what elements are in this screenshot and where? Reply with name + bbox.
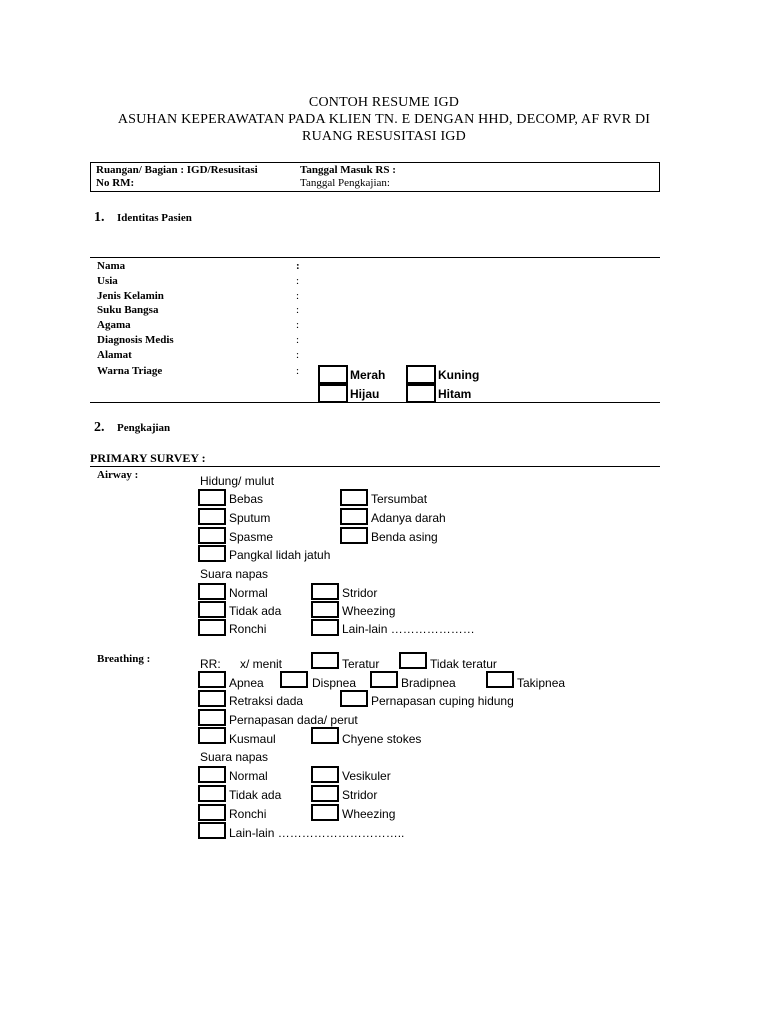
breathing-takipnea-label: Takipnea [517,676,566,690]
airway-bebas-label: Bebas [229,492,264,506]
breathing-retraksi-checkbox[interactable] [198,690,226,707]
rr-label: RR: [200,657,221,671]
airway-normal-label: Normal [229,586,268,600]
field-diagnosis-sep: : [296,334,300,346]
doc-title-line3: RUANG RESUSITASI IGD [302,129,466,144]
breathing-kusmaul-checkbox[interactable] [198,727,226,744]
breathing-lain-lain-label: Lain-lain ………………………….. [229,826,405,840]
airway-ronchi-label: Ronchi [229,622,267,636]
airway-adanya-darah-label: Adanya darah [371,511,446,525]
breathing-tidak-ada-checkbox[interactable] [198,785,226,802]
breathing-kusmaul-label: Kusmaul [229,732,276,746]
airway-sputum-label: Sputum [229,511,271,525]
airway-wheezing-checkbox[interactable] [311,601,339,618]
field-jenis-kelamin-label: Jenis Kelamin [97,290,164,302]
airway-adanya-darah-checkbox[interactable] [340,508,368,525]
triage-kuning-checkbox[interactable] [406,365,436,384]
airway-benda-asing-checkbox[interactable] [340,527,368,544]
airway-benda-asing-label: Benda asing [371,530,438,544]
breathing-wheezing-checkbox[interactable] [311,804,339,821]
breathing-vesikuler-checkbox[interactable] [311,766,339,783]
airway-pangkal-lidah-label: Pangkal lidah jatuh [229,548,331,562]
ruangan-label: Ruangan/ Bagian : IGD/Resusitasi [96,164,258,176]
breathing-ronchi-checkbox[interactable] [198,804,226,821]
field-agama-sep: : [296,319,300,331]
airway-lain-lain-checkbox[interactable] [311,619,339,636]
breathing-tidak-teratur-checkbox[interactable] [399,652,427,669]
section1-title: Identitas Pasien [117,212,192,224]
field-agama-label: Agama [97,319,131,331]
breathing-tidak-ada-label: Tidak ada [229,788,282,802]
tanggal-masuk-label: Tanggal Masuk RS : [300,164,396,176]
airway-tidak-ada-checkbox[interactable] [198,601,226,618]
airway-tidak-ada-label: Tidak ada [229,604,282,618]
airway-ronchi-checkbox[interactable] [198,619,226,636]
field-alamat-label: Alamat [97,349,132,361]
airway-suara-napas-heading: Suara napas [200,567,269,581]
airway-tersumbat-checkbox[interactable] [340,489,368,506]
breathing-dada-perut-checkbox[interactable] [198,709,226,726]
breathing-retraksi-label: Retraksi dada [229,694,304,708]
breathing-takipnea-checkbox[interactable] [486,671,514,688]
breathing-dada-perut-label: Pernapasan dada/ perut [229,713,358,727]
section1-top-rule [90,257,660,258]
field-triage-sep: : [296,365,300,377]
airway-tersumbat-label: Tersumbat [371,492,428,506]
field-alamat-sep: : [296,349,300,361]
field-suku-bangsa-label: Suku Bangsa [97,304,159,316]
section1-bottom-rule [90,402,660,403]
breathing-chyene-stokes-label: Chyene stokes [342,732,422,746]
airway-spasme-checkbox[interactable] [198,527,226,544]
airway-bebas-checkbox[interactable] [198,489,226,506]
airway-stridor-label: Stridor [342,586,378,600]
triage-hijau-checkbox[interactable] [318,384,348,403]
field-nama-label: Nama [97,260,126,272]
field-suku-bangsa-sep: : [296,304,300,316]
field-triage-label: Warna Triage [97,365,163,377]
airway-normal-checkbox[interactable] [198,583,226,600]
breathing-suara-napas-heading: Suara napas [200,750,269,764]
no-rm-label: No RM: [96,177,135,189]
breathing-tidak-teratur-label: Tidak teratur [430,657,497,671]
triage-kuning-label: Kuning [438,368,480,382]
breathing-teratur-label: Teratur [342,657,380,671]
breathing-vesikuler-label: Vesikuler [342,769,391,783]
field-nama-sep: : [296,260,300,272]
hidung-mulut-heading: Hidung/ mulut [200,474,275,488]
tanggal-pengkajian-label: Tanggal Pengkajian: [300,177,390,189]
airway-wheezing-label: Wheezing [342,604,396,618]
triage-hitam-label: Hitam [438,387,472,401]
triage-merah-checkbox[interactable] [318,365,348,384]
breathing-stridor-checkbox[interactable] [311,785,339,802]
breathing-chyene-stokes-checkbox[interactable] [311,727,339,744]
airway-label: Airway : [97,469,139,481]
rr-per-menit-label: x/ menit [240,657,283,671]
airway-stridor-checkbox[interactable] [311,583,339,600]
breathing-apnea-label: Apnea [229,676,264,690]
field-usia-label: Usia [97,275,118,287]
airway-pangkal-lidah-checkbox[interactable] [198,545,226,562]
doc-title-line2: ASUHAN KEPERAWATAN PADA KLIEN TN. E DENGAN HHD, DECOMP, AF RVR DI [117,112,651,127]
airway-sputum-checkbox[interactable] [198,508,226,525]
section2-number: 2. [94,420,105,435]
breathing-normal-checkbox[interactable] [198,766,226,783]
breathing-label: Breathing : [97,653,151,665]
breathing-stridor-label: Stridor [342,788,378,802]
breathing-normal-label: Normal [229,769,268,783]
primary-survey-rule [90,466,660,467]
breathing-teratur-checkbox[interactable] [311,652,339,669]
field-jenis-kelamin-sep: : [296,290,300,302]
breathing-cuping-hidung-checkbox[interactable] [340,690,368,707]
breathing-dispnea-checkbox[interactable] [280,671,308,688]
field-usia-sep: : [296,275,300,287]
airway-lain-lain-label: Lain-lain ………………… [342,622,475,636]
breathing-lain-lain-checkbox[interactable] [198,822,226,839]
section1-number: 1. [94,210,105,225]
primary-survey-title: PRIMARY SURVEY : [90,451,206,465]
triage-merah-label: Merah [350,368,386,382]
breathing-wheezing-label: Wheezing [342,807,396,821]
airway-spasme-label: Spasme [229,530,274,544]
breathing-dispnea-label: Dispnea [312,676,357,690]
breathing-apnea-checkbox[interactable] [198,671,226,688]
doc-title-line1: CONTOH RESUME IGD [308,95,460,110]
field-diagnosis-label: Diagnosis Medis [97,334,174,346]
breathing-ronchi-label: Ronchi [229,807,267,821]
triage-hijau-label: Hijau [350,387,380,401]
breathing-bradipnea-checkbox[interactable] [370,671,398,688]
triage-hitam-checkbox[interactable] [406,384,436,403]
breathing-bradipnea-label: Bradipnea [401,676,456,690]
breathing-cuping-hidung-label: Pernapasan cuping hidung [371,694,514,708]
section2-title: Pengkajian [117,422,171,434]
